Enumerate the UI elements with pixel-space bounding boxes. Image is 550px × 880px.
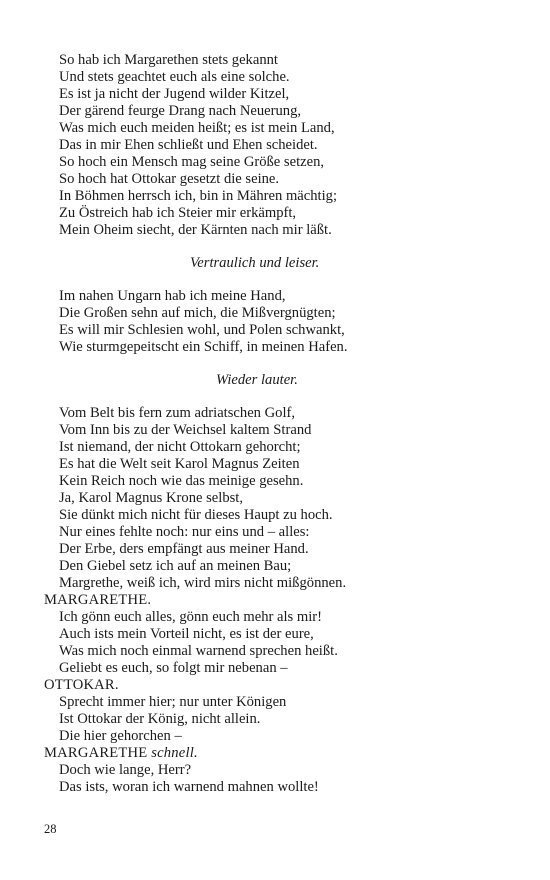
verse-line: So hab ich Margarethen stets gekannt — [59, 52, 278, 68]
verse-line: Ist niemand, der nicht Ottokarn gehorcht; — [59, 439, 301, 455]
verse-line: Margrethe, weiß ich, wird mirs nicht mißgönnen. — [59, 575, 347, 591]
stage-direction: Wieder lauter. — [216, 372, 298, 388]
verse-line: Den Giebel setz ich auf an meinen Bau; — [59, 558, 292, 574]
speaker-name: MARGARETHE — [44, 745, 148, 761]
speaker-direction: schnell. — [151, 745, 198, 761]
speaker-name: OTTOKAR. — [44, 677, 119, 693]
page-number: 28 — [44, 822, 57, 836]
verse-line: Sprecht immer hier; nur unter Königen — [59, 694, 287, 710]
verse-line: Es ist ja nicht der Jugend wilder Kitzel, — [59, 86, 290, 102]
verse-line: Auch ists mein Vorteil nicht, es ist der eure, — [59, 626, 314, 642]
verse-line: Sie dünkt mich nicht für dieses Haupt zu hoch. — [59, 507, 333, 523]
verse-line: Der Erbe, ders empfängt aus meiner Hand. — [59, 541, 309, 557]
verse-line: Ich gönn euch alles, gönn euch mehr als mir! — [59, 609, 323, 625]
stage-direction: Vertraulich und leiser. — [190, 255, 320, 271]
verse-line: Es will mir Schlesien wohl, und Polen schwankt, — [59, 322, 345, 338]
verse-line: Das in mir Ehen schließt und Ehen scheidet. — [59, 137, 318, 153]
speaker-line — [44, 745, 198, 762]
verse-line: Kein Reich noch wie das meinige gesehn. — [59, 473, 304, 489]
verse-line: Die Großen sehn auf mich, die Mißvergnügten; — [59, 305, 336, 321]
verse-line: So hoch hat Ottokar gesetzt die seine. — [59, 171, 280, 187]
verse-line: Was mich euch meiden heißt; es ist mein Land, — [59, 120, 335, 136]
verse-line: Mein Oheim siecht, der Kärnten nach mir läßt. — [59, 222, 332, 238]
verse-line: Doch wie lange, Herr? — [59, 762, 192, 778]
verse-line: Was mich noch einmal warnend sprechen heißt. — [59, 643, 338, 659]
verse-line: Wie sturmgepeitscht ein Schiff, in meinen Hafen. — [59, 339, 348, 355]
verse-line: Es hat die Welt seit Karol Magnus Zeiten — [59, 456, 300, 472]
verse-line: Ja, Karol Magnus Krone selbst, — [59, 490, 244, 506]
verse-line: In Böhmen herrsch ich, bin in Mähren mächtig; — [59, 188, 338, 204]
verse-line: Ist Ottokar der König, nicht allein. — [59, 711, 261, 727]
verse-line: Im nahen Ungarn hab ich meine Hand, — [59, 288, 286, 304]
verse-line: Und stets geachtet euch als eine solche. — [59, 69, 290, 85]
verse-line: Die hier gehorchen – — [59, 728, 182, 744]
verse-line: So hoch ein Mensch mag seine Größe setzen, — [59, 154, 325, 170]
verse-line: Das ists, woran ich warnend mahnen wollte! — [59, 779, 319, 795]
speaker-name: MARGARETHE. — [44, 592, 152, 608]
verse-line: Zu Östreich hab ich Steier mir erkämpft, — [59, 205, 297, 221]
verse-line: Vom Inn bis zu der Weichsel kaltem Strand — [59, 422, 312, 438]
verse-line: Vom Belt bis fern zum adriatschen Golf, — [59, 405, 296, 421]
verse-line: Der gärend feurge Drang nach Neuerung, — [59, 103, 302, 119]
verse-line: Geliebt es euch, so folgt mir nebenan – — [59, 660, 288, 676]
verse-line: Nur eines fehlte noch: nur eins und – alles: — [59, 524, 310, 540]
